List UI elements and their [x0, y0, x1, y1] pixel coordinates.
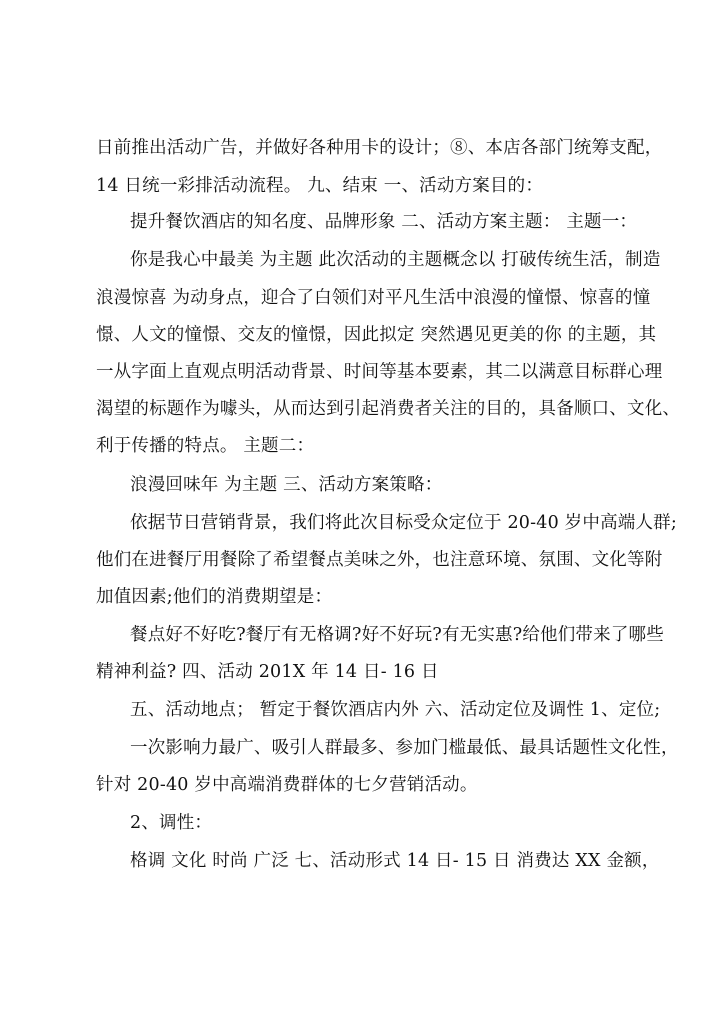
text-line: 提升餐饮酒店的知名度、品牌形象 二、活动方案主题： 主题一：	[130, 212, 638, 232]
text-line: 他们在进餐厅用餐除了希望餐点美味之外，也注意环境、氛围、文化等附	[96, 550, 663, 570]
text-line: 你是我心中最美 为主题 此次活动的主题概念以 打破传统生活，制造	[130, 250, 661, 270]
text-line: 精神利益? 四、活动 201X 年 14 日- 16 日	[96, 662, 439, 682]
text-line: 餐点好不好吃?餐厅有无格调?好不好玩?有无实惠?给他们带来了哪些	[130, 625, 664, 645]
text-line: 日前推出活动广告，并做好各种用卡的设计；⑧、本店各部门统筹支配，	[96, 138, 663, 158]
text-line: 五、活动地点； 暂定于餐饮酒店内外 六、活动定位及调性 1、定位;	[130, 700, 661, 720]
text-line: 2、调性：	[130, 813, 213, 833]
text-line: 依据节日营销背景，我们将此次目标受众定位于 20-40 岁中高端人群;	[130, 513, 677, 533]
text-line: 一次影响力最广、吸引人群最多、参加门槛最低、最具话题性文化性，	[130, 738, 679, 758]
text-line: 利于传播的特点。 主题二：	[96, 436, 315, 456]
text-line: 针对 20-40 岁中高端消费群体的七夕营销活动。	[96, 775, 478, 795]
text-line: 浪漫回味年 为主题 三、活动方案策略：	[130, 475, 443, 495]
text-line: 加值因素;他们的消费期望是：	[96, 587, 333, 607]
text-line: 一从字面上直观点明活动背景、时间等基本要素，其二以满意目标群心理	[96, 362, 663, 382]
text-line: 14 日统一彩排活动流程。 九、结束 一、活动方案目的：	[96, 176, 544, 196]
text-line: 浪漫惊喜 为动身点，迎合了白领们对平凡生活中浪漫的憧憬、惊喜的憧	[96, 288, 651, 308]
text-line: 格调 文化 时尚 广泛 七、活动形式 14 日- 15 日 消费达 XX 金额，	[130, 851, 660, 871]
text-line: 渴望的标题作为噱头，从而达到引起消费者关注的目的，具备顺口、文化、	[96, 399, 681, 419]
text-line: 憬、人文的憧憬、交友的憧憬，因此拟定 突然遇见更美的你 的主题，其	[96, 325, 657, 345]
